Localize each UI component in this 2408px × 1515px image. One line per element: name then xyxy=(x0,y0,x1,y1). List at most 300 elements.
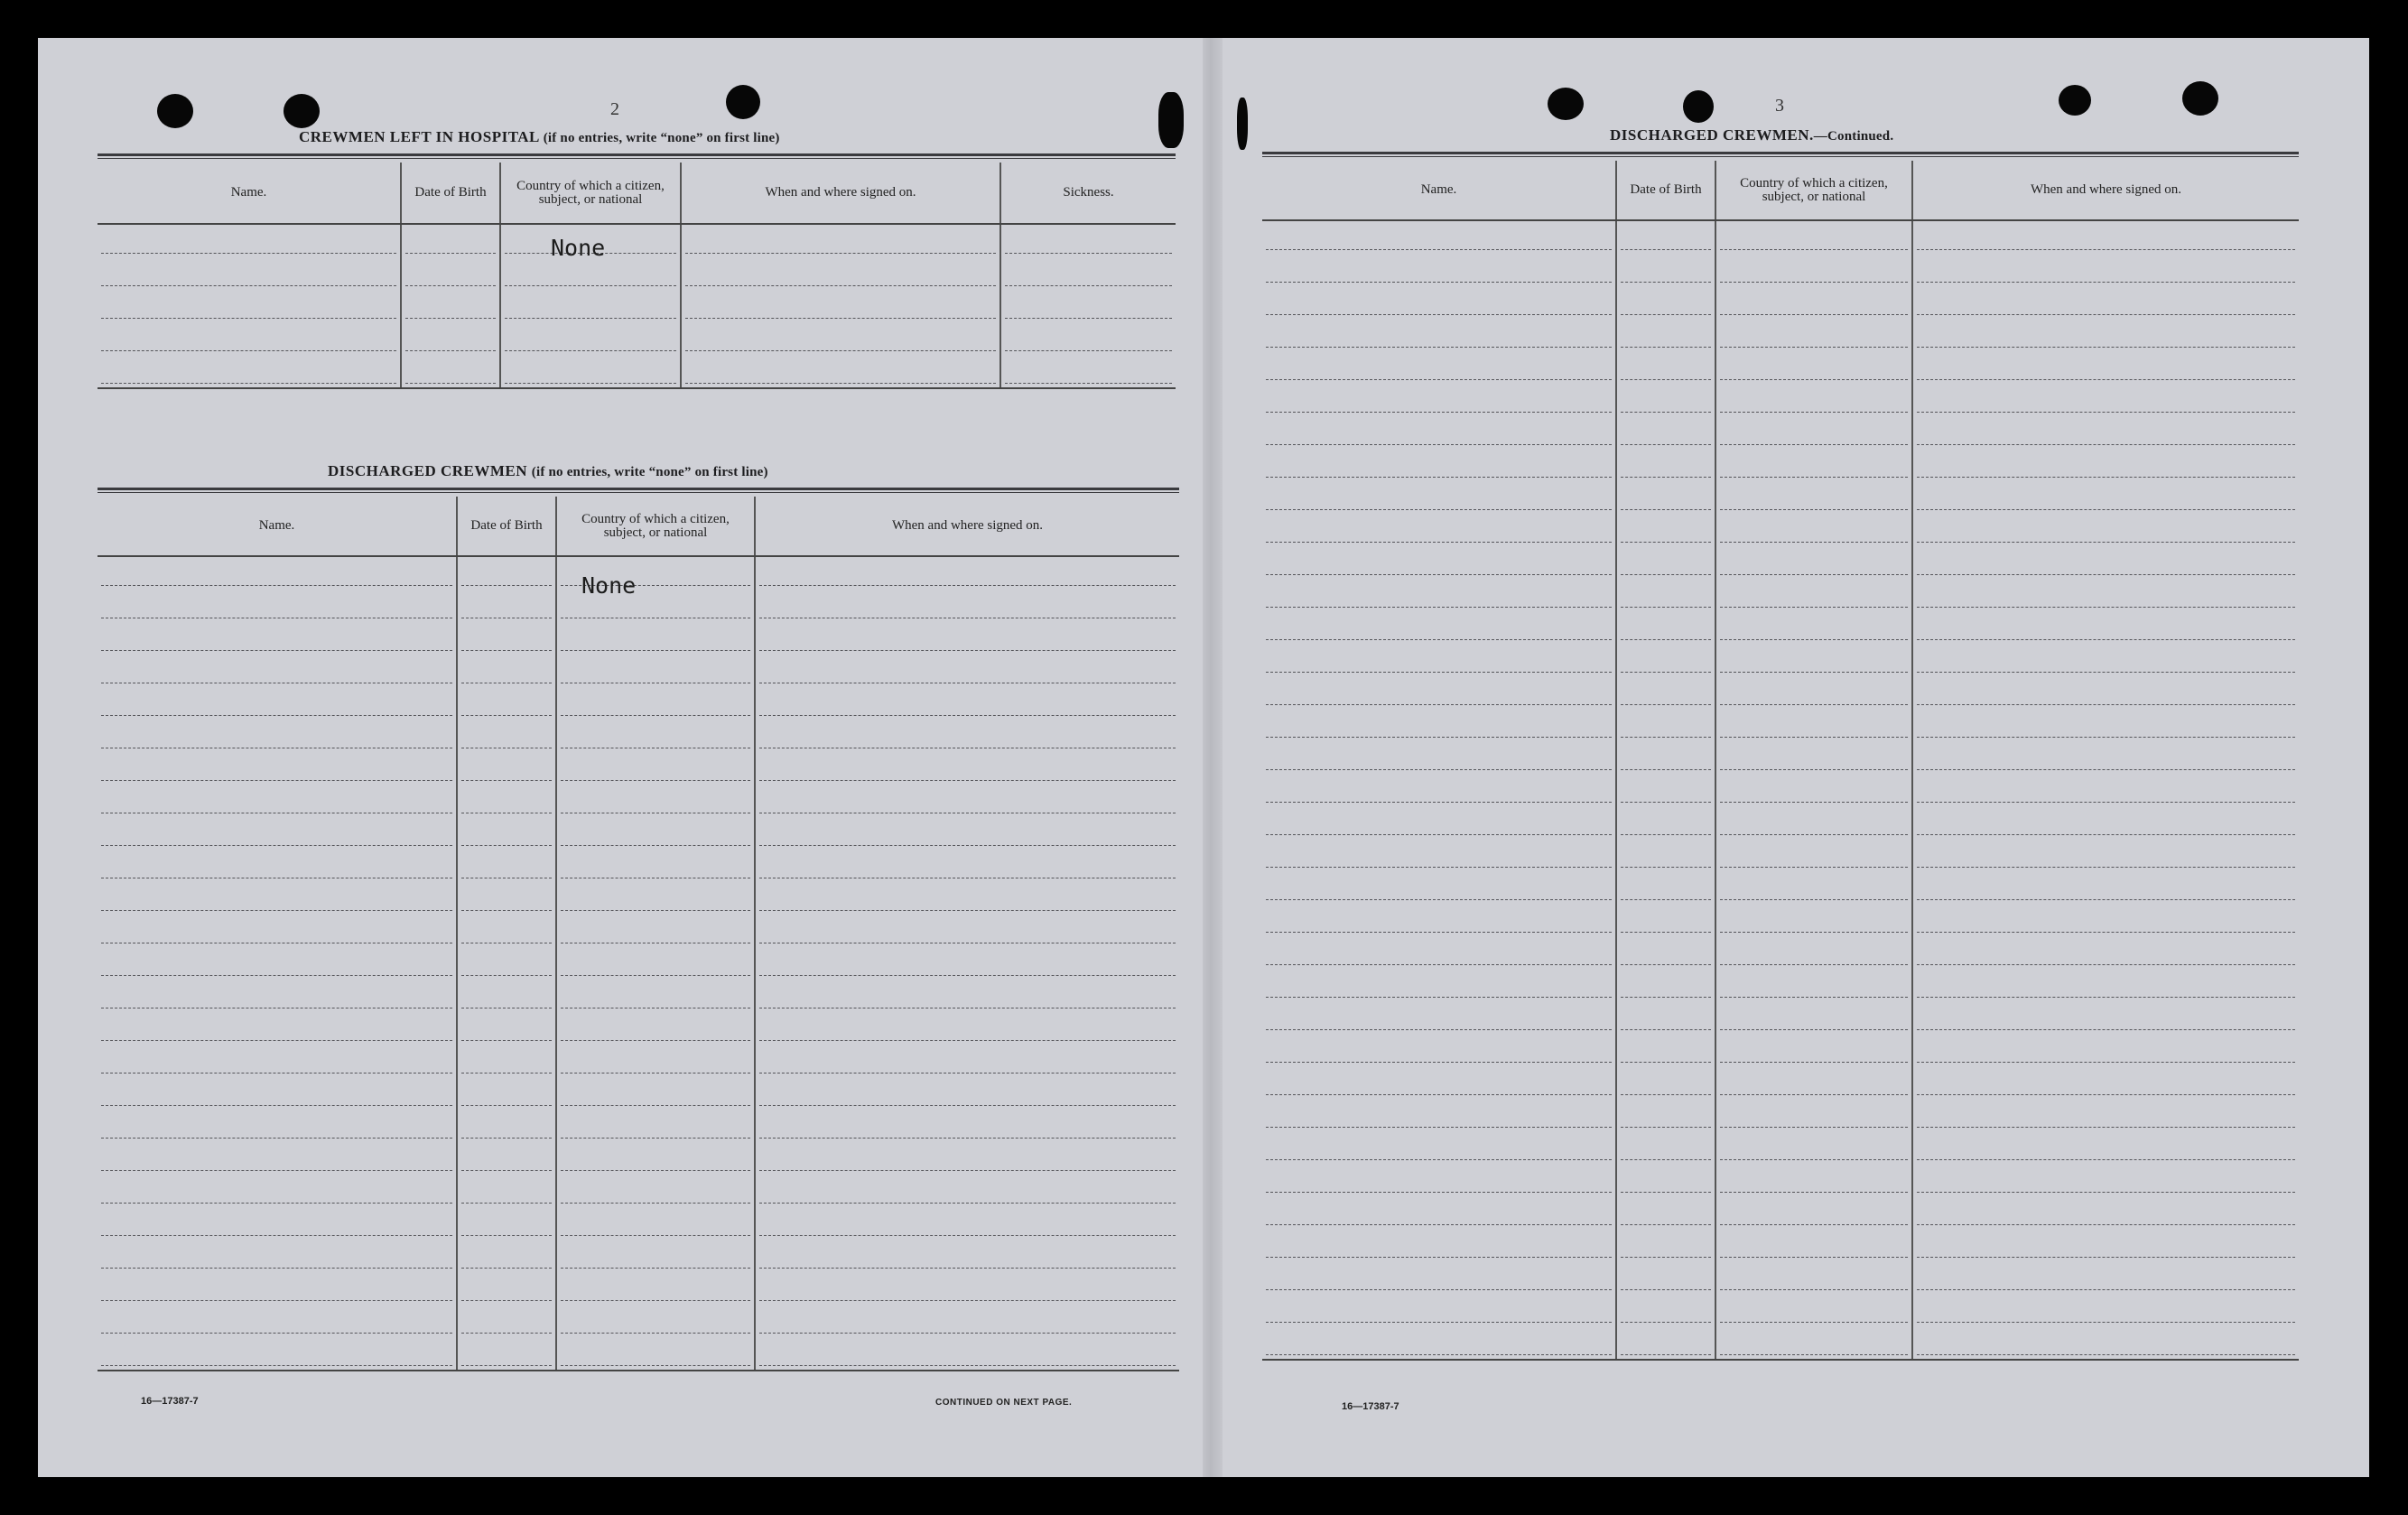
cell xyxy=(755,817,1179,850)
cell xyxy=(98,850,457,882)
cell xyxy=(556,915,755,947)
table-row xyxy=(98,322,1176,355)
cell xyxy=(98,556,457,590)
cell xyxy=(1616,936,1715,969)
table-row xyxy=(1262,481,2299,514)
cell xyxy=(1912,644,2299,676)
right-header-rule xyxy=(1262,152,2299,157)
cell xyxy=(1616,871,1715,904)
cell xyxy=(1262,1034,1616,1066)
cell xyxy=(1912,416,2299,449)
table-row xyxy=(98,1272,1179,1305)
cell xyxy=(755,1110,1179,1142)
cell xyxy=(1715,319,1912,351)
cell xyxy=(1616,806,1715,839)
col-dob-header: Date of Birth xyxy=(457,497,556,556)
cell xyxy=(1715,806,1912,839)
cell xyxy=(1616,449,1715,481)
hospital-header-rule xyxy=(98,153,1176,159)
hospital-title-text: CREWMEN LEFT IN HOSPITAL xyxy=(299,128,539,145)
cell xyxy=(1262,254,1616,286)
cell xyxy=(1262,904,1616,936)
cell xyxy=(1616,319,1715,351)
cell xyxy=(1262,1196,1616,1229)
cell xyxy=(681,290,1000,322)
table-row xyxy=(1262,579,2299,611)
cell xyxy=(1616,839,1715,871)
col-dob-header: Date of Birth xyxy=(1616,161,1715,220)
cell xyxy=(755,1045,1179,1077)
cell xyxy=(1616,286,1715,319)
cell xyxy=(1262,351,1616,384)
cell xyxy=(1912,709,2299,741)
cell xyxy=(1616,644,1715,676)
table-row xyxy=(98,947,1179,980)
table-row xyxy=(1262,319,2299,351)
cell xyxy=(1616,1164,1715,1196)
cell xyxy=(755,655,1179,687)
cell xyxy=(457,622,556,655)
table-row xyxy=(1262,904,2299,936)
table-row xyxy=(98,1045,1179,1077)
col-signed-on-header: When and where signed on. xyxy=(681,163,1000,224)
col-dob-header: Date of Birth xyxy=(401,163,500,224)
cell xyxy=(1616,1229,1715,1261)
cell xyxy=(98,290,401,322)
table-row xyxy=(1262,1261,2299,1294)
cell xyxy=(556,1077,755,1110)
cell xyxy=(98,1045,457,1077)
cell xyxy=(457,882,556,915)
cell xyxy=(1912,1131,2299,1164)
cell xyxy=(457,720,556,752)
table-row xyxy=(98,355,1176,388)
cell xyxy=(556,1110,755,1142)
table-row xyxy=(98,720,1179,752)
table-row xyxy=(98,1240,1179,1272)
cell xyxy=(1715,774,1912,806)
cell xyxy=(401,290,500,322)
cell xyxy=(98,224,401,257)
cell xyxy=(457,1077,556,1110)
cell xyxy=(1912,1294,2299,1326)
cell xyxy=(401,355,500,388)
cell xyxy=(1715,1196,1912,1229)
cell xyxy=(1262,546,1616,579)
cell xyxy=(556,687,755,720)
cell xyxy=(1912,220,2299,254)
page-number: 3 xyxy=(1775,96,1784,116)
table-row xyxy=(98,752,1179,785)
cell xyxy=(457,687,556,720)
cell xyxy=(1262,806,1616,839)
cell xyxy=(1715,709,1912,741)
table-row xyxy=(1262,220,2299,254)
cell xyxy=(1616,676,1715,709)
table-row xyxy=(1262,741,2299,774)
cell xyxy=(457,1240,556,1272)
table-row xyxy=(98,882,1179,915)
cell xyxy=(1715,871,1912,904)
cell xyxy=(1912,904,2299,936)
cell xyxy=(1000,257,1176,290)
table-row xyxy=(98,817,1179,850)
table-row xyxy=(98,1337,1179,1371)
table-row xyxy=(98,1207,1179,1240)
cell xyxy=(1000,290,1176,322)
cell xyxy=(755,1142,1179,1175)
table-row xyxy=(1262,1196,2299,1229)
cell xyxy=(755,720,1179,752)
cell xyxy=(1616,514,1715,546)
cell xyxy=(457,590,556,622)
cell xyxy=(457,1272,556,1305)
discharged-none-entry: None xyxy=(581,572,637,599)
cell xyxy=(1715,1034,1912,1066)
cell xyxy=(457,850,556,882)
cell xyxy=(556,1142,755,1175)
col-signed-on-header: When and where signed on. xyxy=(1912,161,2299,220)
table-row xyxy=(1262,286,2299,319)
col-sickness-header: Sickness. xyxy=(1000,163,1176,224)
cell xyxy=(1912,1261,2299,1294)
cell xyxy=(1912,1001,2299,1034)
cell xyxy=(1715,644,1912,676)
table-row xyxy=(98,1077,1179,1110)
cell xyxy=(1262,774,1616,806)
cell xyxy=(1616,416,1715,449)
table-row xyxy=(98,1175,1179,1207)
cell xyxy=(457,1175,556,1207)
cell xyxy=(457,1012,556,1045)
cell xyxy=(457,1305,556,1337)
cell xyxy=(1262,319,1616,351)
cell xyxy=(755,1207,1179,1240)
cell xyxy=(1262,416,1616,449)
table-row xyxy=(1262,774,2299,806)
table-row xyxy=(1262,709,2299,741)
hospital-none-entry: None xyxy=(551,235,606,261)
table-row xyxy=(1262,1066,2299,1099)
cell xyxy=(681,322,1000,355)
table-row xyxy=(1262,839,2299,871)
cell xyxy=(457,785,556,817)
hospital-instruction: (if no entries, write “none” on first line) xyxy=(543,131,780,145)
cell xyxy=(457,1110,556,1142)
cell xyxy=(1616,741,1715,774)
discharged-instruction: (if no entries, write “none” on first line) xyxy=(531,465,768,479)
cell xyxy=(1715,384,1912,416)
cell xyxy=(556,622,755,655)
table-row xyxy=(98,1012,1179,1045)
cell xyxy=(1912,676,2299,709)
table-row xyxy=(1262,936,2299,969)
cell xyxy=(98,355,401,388)
cell xyxy=(1912,936,2299,969)
col-signed-on-header: When and where signed on. xyxy=(755,497,1179,556)
cell xyxy=(98,1337,457,1371)
cell xyxy=(755,556,1179,590)
cell xyxy=(1912,579,2299,611)
table-row xyxy=(1262,1294,2299,1326)
cell xyxy=(1616,546,1715,579)
hospital-section-title xyxy=(299,128,780,146)
left-page xyxy=(38,38,1212,1477)
cell xyxy=(1262,1326,1616,1360)
hospital-table xyxy=(98,163,1176,389)
cell xyxy=(98,257,401,290)
cell xyxy=(556,947,755,980)
cell xyxy=(1715,1261,1912,1294)
cell xyxy=(1715,286,1912,319)
cell xyxy=(1262,481,1616,514)
cell xyxy=(98,882,457,915)
cell xyxy=(755,622,1179,655)
cell xyxy=(556,850,755,882)
cell xyxy=(1262,871,1616,904)
cell xyxy=(457,1337,556,1371)
table-row xyxy=(1262,514,2299,546)
cell xyxy=(1262,969,1616,1001)
cell xyxy=(1262,936,1616,969)
cell xyxy=(1616,904,1715,936)
right-page xyxy=(1221,38,2369,1477)
cell xyxy=(556,1012,755,1045)
table-row xyxy=(1262,871,2299,904)
cell xyxy=(1715,1164,1912,1196)
cell xyxy=(1616,1034,1715,1066)
cell xyxy=(1616,579,1715,611)
cell xyxy=(1715,514,1912,546)
cell xyxy=(1262,1099,1616,1131)
cell xyxy=(401,224,500,257)
table-row xyxy=(1262,1001,2299,1034)
cell xyxy=(1262,611,1616,644)
table-row xyxy=(98,224,1176,257)
cell xyxy=(1715,969,1912,1001)
cell xyxy=(457,1142,556,1175)
discharged-table xyxy=(98,497,1179,1371)
cell xyxy=(1616,969,1715,1001)
cell xyxy=(1912,839,2299,871)
cell xyxy=(1912,546,2299,579)
cell xyxy=(1715,741,1912,774)
cell xyxy=(556,752,755,785)
cell xyxy=(1616,709,1715,741)
cell xyxy=(1616,481,1715,514)
cell xyxy=(1000,322,1176,355)
table-row xyxy=(1262,1229,2299,1261)
table-row xyxy=(98,655,1179,687)
cell xyxy=(1715,220,1912,254)
cell xyxy=(1715,1326,1912,1360)
cell xyxy=(1616,1261,1715,1294)
cell xyxy=(1715,481,1912,514)
cell xyxy=(98,1142,457,1175)
table-row xyxy=(1262,676,2299,709)
table-row xyxy=(1262,1164,2299,1196)
cell xyxy=(500,322,681,355)
col-name-header: Name. xyxy=(98,163,401,224)
cell xyxy=(755,1305,1179,1337)
cell xyxy=(401,257,500,290)
col-country-header: Country of which a citizen, subject, or national xyxy=(556,497,755,556)
cell xyxy=(1262,1294,1616,1326)
table-row xyxy=(98,290,1176,322)
cell xyxy=(457,1045,556,1077)
cell xyxy=(98,655,457,687)
cell xyxy=(98,622,457,655)
form-code: 16—17387-7 xyxy=(141,1396,199,1407)
cell xyxy=(1616,351,1715,384)
cell xyxy=(1715,1294,1912,1326)
cell xyxy=(500,290,681,322)
cell xyxy=(1715,1131,1912,1164)
cell xyxy=(1262,709,1616,741)
cell xyxy=(457,980,556,1012)
cell xyxy=(1912,449,2299,481)
cell xyxy=(755,687,1179,720)
cell xyxy=(681,257,1000,290)
cell xyxy=(1912,1326,2299,1360)
cell xyxy=(755,752,1179,785)
cell xyxy=(556,882,755,915)
cell xyxy=(98,687,457,720)
cell xyxy=(1912,514,2299,546)
cell xyxy=(457,556,556,590)
table-row xyxy=(98,257,1176,290)
cell xyxy=(1616,1001,1715,1034)
cell xyxy=(1912,254,2299,286)
cell xyxy=(755,915,1179,947)
table-row xyxy=(98,556,1179,590)
cell xyxy=(1912,871,2299,904)
table-row xyxy=(1262,546,2299,579)
form-code: 16—17387-7 xyxy=(1342,1401,1399,1412)
cell xyxy=(1912,1034,2299,1066)
table-row xyxy=(1262,254,2299,286)
cell xyxy=(98,322,401,355)
col-name-header: Name. xyxy=(1262,161,1616,220)
table-row xyxy=(98,622,1179,655)
cell xyxy=(1715,254,1912,286)
cell xyxy=(1912,741,2299,774)
col-country-header: Country of which a citizen, subject, or national xyxy=(1715,161,1912,220)
cell xyxy=(1616,1131,1715,1164)
cell xyxy=(1616,1099,1715,1131)
cell xyxy=(1262,1131,1616,1164)
cell xyxy=(755,1272,1179,1305)
cell xyxy=(556,1240,755,1272)
table-row xyxy=(1262,1326,2299,1360)
cell xyxy=(1262,286,1616,319)
cell xyxy=(1262,384,1616,416)
cell xyxy=(1715,351,1912,384)
continued-note: CONTINUED ON NEXT PAGE. xyxy=(935,1398,1073,1408)
cell xyxy=(401,322,500,355)
cell xyxy=(556,1175,755,1207)
table-row xyxy=(98,687,1179,720)
table-row xyxy=(98,785,1179,817)
cell xyxy=(1262,1229,1616,1261)
cell xyxy=(1616,774,1715,806)
cell xyxy=(1262,514,1616,546)
table-row xyxy=(1262,416,2299,449)
cell xyxy=(98,720,457,752)
col-country-header: Country of which a citizen, subject, or national xyxy=(500,163,681,224)
cell xyxy=(556,785,755,817)
table-row xyxy=(1262,1034,2299,1066)
cell xyxy=(1262,1164,1616,1196)
table-row xyxy=(98,1142,1179,1175)
cell xyxy=(98,817,457,850)
cell xyxy=(1262,676,1616,709)
cell xyxy=(98,947,457,980)
discharged-title-text: DISCHARGED CREWMEN xyxy=(328,462,528,479)
cell xyxy=(755,1175,1179,1207)
cell xyxy=(98,980,457,1012)
cell xyxy=(1715,611,1912,644)
cell xyxy=(98,915,457,947)
table-row xyxy=(1262,351,2299,384)
cell xyxy=(1912,1066,2299,1099)
cell xyxy=(1715,904,1912,936)
cell xyxy=(1715,1099,1912,1131)
cell xyxy=(1262,644,1616,676)
table-row xyxy=(1262,611,2299,644)
cell xyxy=(1912,1196,2299,1229)
table-row xyxy=(98,980,1179,1012)
cell xyxy=(457,947,556,980)
cell xyxy=(556,1207,755,1240)
cell xyxy=(1262,1066,1616,1099)
cell xyxy=(1262,579,1616,611)
cell xyxy=(98,1207,457,1240)
cell xyxy=(1616,384,1715,416)
cell xyxy=(1715,839,1912,871)
document-sheet xyxy=(38,38,2369,1477)
cell xyxy=(500,355,681,388)
cell xyxy=(98,1240,457,1272)
discharged-continued-title xyxy=(1610,126,1893,144)
cell xyxy=(556,980,755,1012)
cell xyxy=(755,1240,1179,1272)
cell xyxy=(1262,1001,1616,1034)
table-row xyxy=(98,850,1179,882)
cell xyxy=(1912,384,2299,416)
cell xyxy=(1262,220,1616,254)
cell xyxy=(556,817,755,850)
cell xyxy=(1715,676,1912,709)
cell xyxy=(457,817,556,850)
cell xyxy=(1912,806,2299,839)
cell xyxy=(556,1045,755,1077)
discharged-header-rule xyxy=(98,488,1179,493)
cell xyxy=(681,224,1000,257)
continued-suffix: —Continued. xyxy=(1813,129,1894,144)
cell xyxy=(1912,969,2299,1001)
table-row xyxy=(1262,969,2299,1001)
table-row xyxy=(98,590,1179,622)
cell xyxy=(755,1337,1179,1371)
cell xyxy=(681,355,1000,388)
cell xyxy=(98,1305,457,1337)
cell xyxy=(755,1077,1179,1110)
cell xyxy=(1912,1164,2299,1196)
table-row xyxy=(98,1110,1179,1142)
discharged-continued-table xyxy=(1262,161,2299,1361)
cell xyxy=(1000,224,1176,257)
